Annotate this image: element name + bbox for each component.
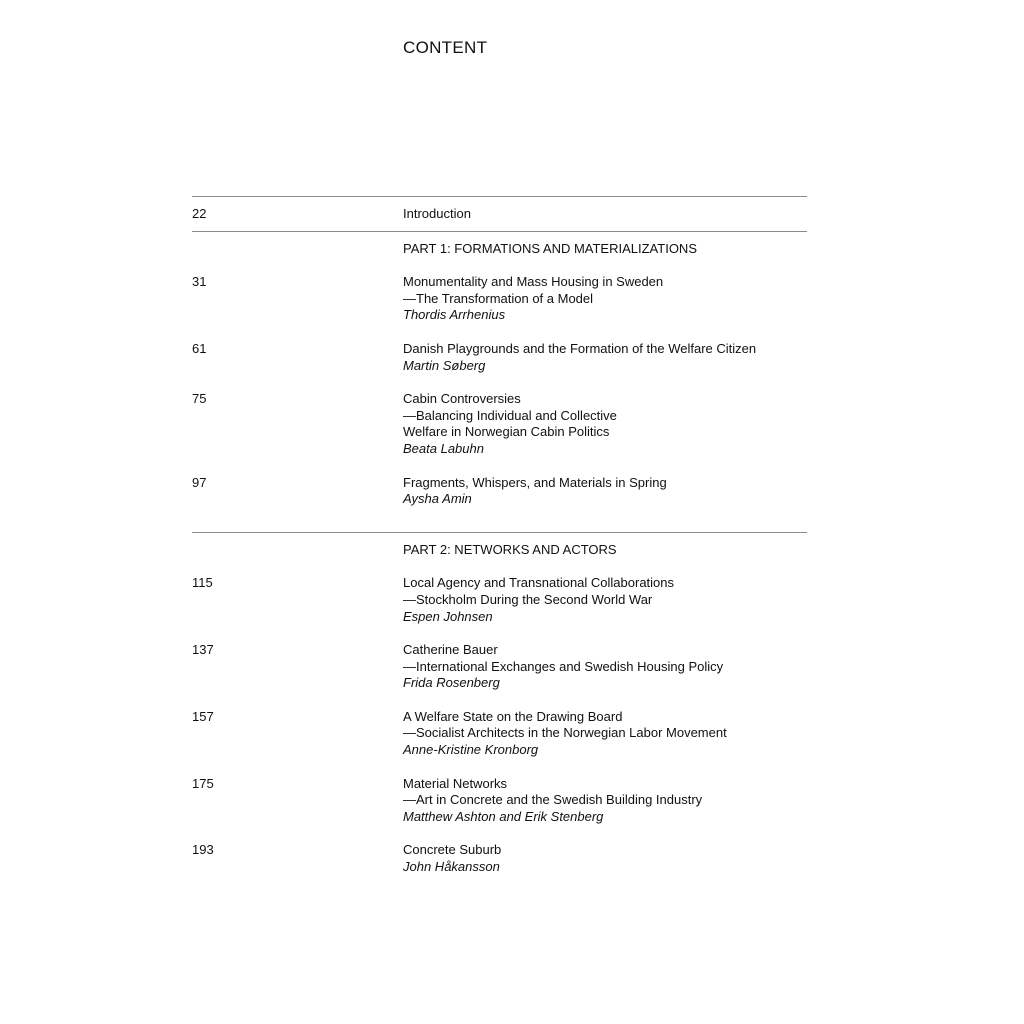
entry-subtitle: Welfare in Norwegian Cabin Politics	[403, 424, 610, 440]
entry-subtitle: —Socialist Architects in the Norwegian Labor Movement	[403, 725, 727, 741]
entry-title: Cabin Controversies	[403, 391, 521, 407]
part-heading	[192, 533, 807, 559]
entry-author: Frida Rosenberg	[403, 675, 500, 691]
entry-title: A Welfare State on the Drawing Board	[403, 708, 623, 724]
page-number: 175	[192, 775, 214, 791]
part-title: PART 1: FORMATIONS AND MATERIALIZATIONS	[403, 240, 697, 256]
entry-subtitle: —The Transformation of a Model	[403, 290, 594, 306]
toc-entry[interactable]	[192, 575, 807, 625]
page-title: CONTENT	[403, 38, 488, 57]
entry-author: John Håkansson	[403, 859, 500, 875]
toc-entry[interactable]	[192, 776, 807, 826]
entry-author: Beata Labuhn	[403, 440, 484, 456]
entry-subtitle: —International Exchanges and Swedish Housing Policy	[403, 658, 724, 674]
part-heading	[192, 232, 807, 258]
entry-author: Thordis Arrhenius	[403, 307, 506, 323]
page-number: 31	[192, 274, 207, 290]
page-number: 157	[192, 708, 214, 724]
entry-subtitle: —Balancing Individual and Collective	[403, 407, 617, 423]
toc-entry[interactable]	[192, 709, 807, 759]
entry-title: Catherine Bauer	[403, 642, 498, 658]
page-number: 22	[192, 206, 207, 221]
toc-entry[interactable]	[192, 341, 807, 374]
entry-title: Fragments, Whispers, and Materials in Spring	[403, 474, 667, 490]
entry-author: Anne-Kristine Kronborg	[403, 742, 539, 758]
toc-entry[interactable]	[192, 274, 807, 324]
entry-subtitle: —Art in Concrete and the Swedish Building Industry	[403, 792, 703, 808]
entry-title: Danish Playgrounds and the Formation of the Welfare Citizen	[403, 340, 757, 356]
entry-title: Monumentality and Mass Housing in Sweden	[403, 274, 664, 290]
entry-title: Concrete Suburb	[403, 842, 502, 858]
entry-title: Local Agency and Transnational Collaborations	[403, 575, 675, 591]
page-number: 75	[192, 391, 207, 407]
entry-title: Material Networks	[403, 775, 508, 791]
entry-author: Martin Søberg	[403, 357, 486, 373]
entry-author: Espen Johnsen	[403, 608, 493, 624]
entry-title: Introduction	[403, 206, 471, 221]
page-number: 97	[192, 474, 207, 490]
page-number: 115	[192, 575, 213, 591]
entry-author: Matthew Ashton and Erik Stenberg	[403, 808, 604, 824]
toc-entry-introduction[interactable]	[192, 197, 807, 231]
page-number: 193	[192, 842, 214, 858]
entry-subtitle: —Stockholm During the Second World War	[403, 591, 653, 607]
entry-author: Aysha Amin	[403, 491, 472, 507]
toc-entry[interactable]	[192, 391, 807, 457]
part-title: PART 2: NETWORKS AND ACTORS	[403, 541, 617, 557]
toc-entry[interactable]	[192, 642, 807, 692]
page-number: 137	[192, 642, 214, 658]
toc-entry[interactable]	[192, 842, 807, 875]
page-number: 61	[192, 340, 207, 356]
toc-entry[interactable]	[192, 475, 807, 508]
table-of-contents	[192, 196, 807, 876]
